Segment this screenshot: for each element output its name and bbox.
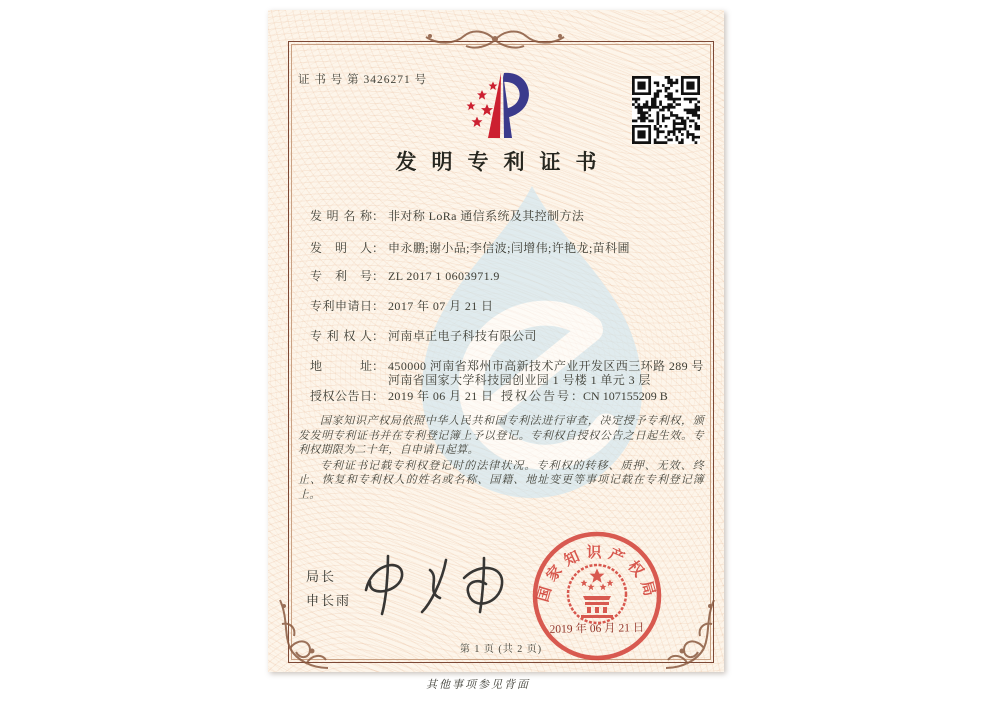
field-label: 发明名称: [310, 209, 372, 223]
legal-paragraph-2: 专利证书记载专利权登记时的法律状况。专利权的转移、质押、无效、终止、恢复和专利权人的姓名或名称、国籍、地址变更等事项记载在专利登记簿上。: [298, 459, 704, 501]
legal-paragraph-1: 国家知识产权局依照中华人民共和国专利法进行审查，决定授予专利权，颁发发明专利证书并在专利登记簿上予以登记。专利权自授权公告之日起生效。专利权期限为二十年，自申请日起算。: [298, 415, 704, 456]
field-address-line2: 河南省国家大学科技园创业园 1 号楼 1 单元 3 层: [388, 373, 651, 387]
field-label: 专利号: [310, 269, 372, 283]
field-label: 专利权人: [310, 329, 372, 343]
field-label: 授权公告日: [310, 389, 372, 403]
field-invention-name: 发明名称： 非对称 LoRa 通信系统及其控制方法: [310, 209, 585, 223]
field-address: 地址： 450000 河南省郑州市高新技术产业开发区西三环路 289 号: [310, 359, 704, 373]
field-patentee: 专利权人： 河南卓正电子科技有限公司: [310, 329, 537, 343]
footer-note: 其他事项参见背面: [426, 679, 530, 691]
director-name: 申长雨: [306, 593, 352, 608]
field-value: 河南卓正电子科技有限公司: [388, 329, 537, 343]
certificate-title: 发明专利证书: [395, 150, 612, 174]
cnipa-patent-logo-icon: [460, 66, 538, 142]
field-label: 地址: [310, 359, 372, 373]
seal-authority-text: 国家知识产权局: [535, 545, 659, 604]
field-value: 450000 河南省郑州市高新技术产业开发区西三环路 289 号: [388, 359, 704, 373]
field-grant-date: 授权公告日： 2019 年 06 月 21 日: [310, 389, 494, 403]
field-label: 授权公告号: [501, 389, 572, 403]
legal-text: [298, 414, 704, 503]
field-value: 申永鹏;谢小品;李信波;闫增伟;许艳龙;苗科圃: [388, 241, 630, 255]
national-emblem-icon: [568, 565, 626, 623]
page-number: 第 1 页 (共 2 页): [459, 644, 543, 655]
certificate-page: [268, 10, 724, 672]
field-patent-number: 专利号： ZL 2017 1 0603971.9: [310, 269, 500, 283]
field-value: ZL 2017 1 0603971.9: [388, 269, 500, 283]
director-signature: [352, 548, 512, 630]
qr-code: [632, 76, 700, 144]
field-value: CN 107155209 B: [583, 389, 668, 403]
field-grant-number: 授权公告号：CN 107155209 B: [501, 389, 668, 403]
certificate-number: 证 书 号 第 3426271 号: [298, 74, 428, 86]
field-value: 2017 年 07 月 21 日: [388, 299, 494, 313]
field-label: 专利申请日: [310, 299, 372, 313]
field-label: 发明人: [310, 241, 372, 255]
director-title: 局长: [306, 569, 337, 584]
field-value: 非对称 LoRa 通信系统及其控制方法: [388, 209, 585, 223]
field-inventors: 发明人： 申永鹏;谢小品;李信波;闫增伟;许艳龙;苗科圃: [310, 241, 630, 255]
field-value: 2019 年 06 月 21 日: [388, 389, 494, 403]
seal-date: 2019 年 06 月 21 日: [549, 622, 645, 636]
field-filing-date: 专利申请日： 2017 年 07 月 21 日: [310, 299, 494, 313]
